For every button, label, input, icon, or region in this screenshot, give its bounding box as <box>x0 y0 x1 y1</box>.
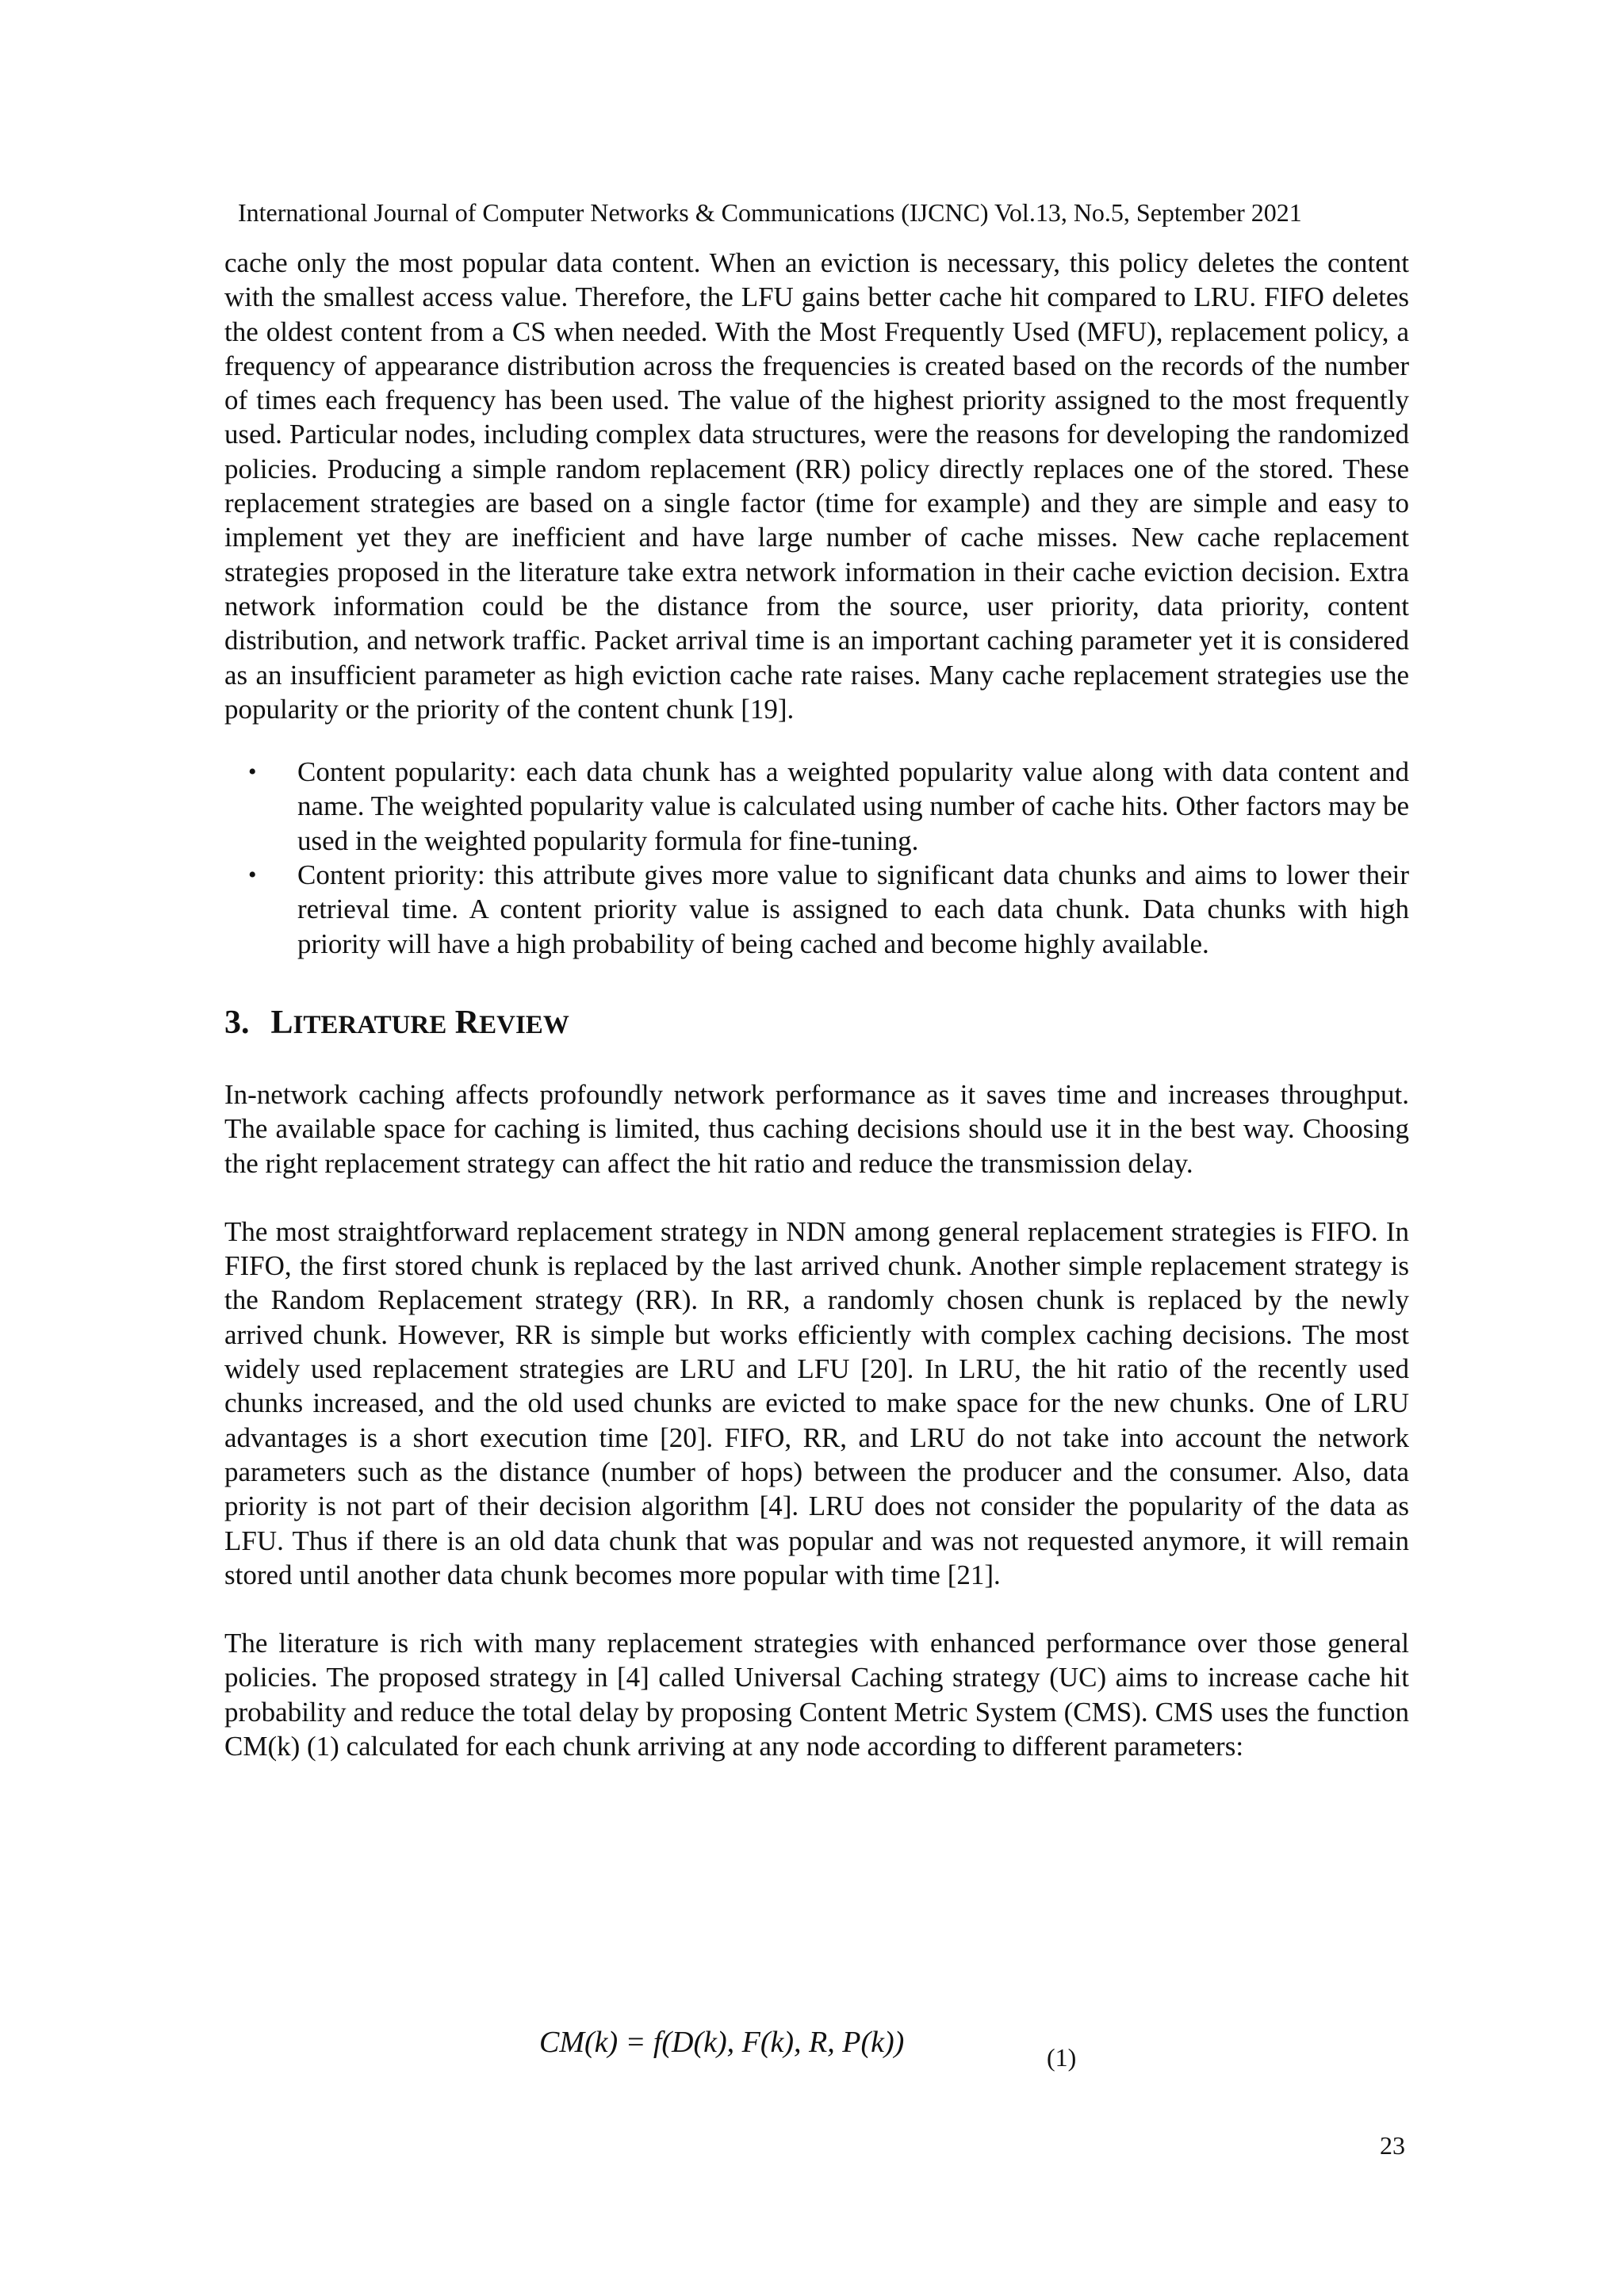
section-heading-literature-review <box>224 1002 1409 1046</box>
equation-expression: CM(k) = f(D(k), F(k), R, P(k)) <box>539 2026 905 2059</box>
equation-number: (1) <box>1047 2043 1077 2072</box>
section-title-initial-l: L <box>270 1004 293 1041</box>
equation-1 <box>0 2014 1624 2077</box>
bullet-icon: • <box>248 759 257 786</box>
bullet-text: Content popularity: each data chunk has a weighted popularity value along with data content and name. The weighted popularity value is calculated using number of cache hits. Other factors may be used in the weighted popularity formula for fine-tuning. <box>297 756 1409 856</box>
page-number: 23 <box>1380 2131 1405 2160</box>
running-header: International Journal of Computer Networks & Communications (IJCNC) Vol.13, No.5, September 2021 <box>238 198 1302 227</box>
bullet-item-content-popularity <box>224 755 1409 858</box>
bullet-item-content-priority <box>224 858 1409 961</box>
paragraph-cache-policies: cache only the most popular data content. When an eviction is necessary, this policy deletes the content with the smallest access value. Therefore, the LFU gains better cache hit compared to LRU. FIFO deletes the oldest content from a CS when needed. With the Most Frequently Used (MFU), replacement policy, a frequency of appearance distribution across the frequencies is created based on the records of the number of times each frequency has been used. The value of the highest priority assigned to the most frequently used. Particular nodes, including complex data structures, were the reasons for developing the randomized policies. Producing a simple random replacement (RR) policy directly replaces one of the stored. These replacement strategies are based on a single factor (time for example) and they are simple and easy to implement yet they are inefficient and have large number of cache misses. New cache replacement strategies proposed in the literature take extra network information in their cache eviction decision. Extra network information could be the distance from the source, user priority, data priority, content distribution, and network traffic. Packet arrival time is an important caching parameter yet it is considered as an insufficient parameter as high eviction cache rate raises. Many cache replacement strategies use the popularity or the priority of the content chunk [19]. <box>224 247 1409 725</box>
bullet-list <box>224 755 1409 961</box>
section-number: 3. <box>224 1004 250 1041</box>
equation-graphic <box>539 2014 1110 2077</box>
section-title-smallcaps-2: EVIEW <box>479 1010 569 1039</box>
body-text <box>224 246 1409 1763</box>
paragraph-literature-strategies: The literature is rich with many replacement strategies with enhanced performance over those general policies. The proposed strategy in [4] called Universal Caching strategy (UC) aims to increase cache hit probability and reduce the total delay by proposing Content Metric System (CMS). CMS uses the function CM(k) (1) calculated for each chunk arriving at any node according to different parameters: <box>224 1628 1409 1762</box>
paragraph-straightforward-strategies: The most straightforward replacement strategy in NDN among general replacement strategies is FIFO. In FIFO, the first stored chunk is replaced by the last arrived chunk. Another simple replacement strategy is the Random Replacement strategy (RR). In RR, a randomly chosen chunk is replaced by the newly arrived chunk. However, RR is simple but works efficiently with complex caching decisions. The most widely used replacement strategies are LRU and LFU [20]. In LRU, the hit ratio of the recently used chunks increased, and the old used chunks are evicted to make space for the new chunks. One of LRU advantages is a short execution time [20]. FIFO, RR, and LRU do not take into account the network parameters such as the distance (number of hops) between the producer and the consumer. Also, data priority is not part of their decision algorithm [4]. LRU does not consider the popularity of the data as LFU. Thus if there is an old data chunk that was popular and was not requested anymore, it will remain stored until another data chunk becomes more popular with time [21]. <box>224 1215 1409 1590</box>
bullet-icon: • <box>248 862 257 889</box>
bullet-text: Content priority: this attribute gives more value to significant data chunks and aims to lower their retrieval time. A content priority value is assigned to each data chunk. Data chunks with high priority will have a high probability of being cached and become highly available. <box>297 859 1409 959</box>
section-title-initial-r: R <box>454 1004 480 1041</box>
paragraph-in-network-caching: In-network caching affects profoundly network performance as it saves time and increases throughput. The available space for caching is limited, thus caching decisions should use it in the best way. Choosing the right replacement strategy can affect the hit ratio and reduce the transmission delay. <box>224 1078 1409 1179</box>
section-title-smallcaps-1: ITERATURE <box>293 1010 447 1039</box>
